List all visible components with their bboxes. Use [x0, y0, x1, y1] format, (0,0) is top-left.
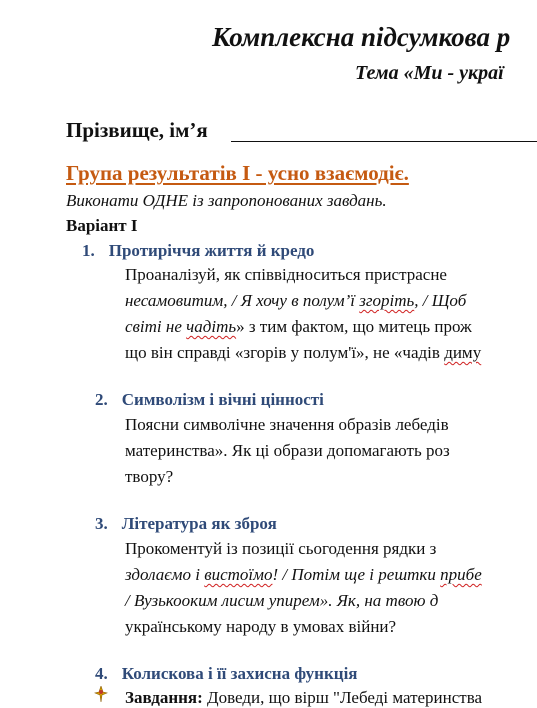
task-number: 4. [95, 664, 108, 683]
task-1-line-2 [125, 291, 466, 311]
task-number: 2. [95, 390, 108, 409]
task-4-heading [95, 664, 358, 684]
instruction-text: Виконати ОДНЕ із запропонованих завдань. [66, 191, 387, 210]
name-blank-line[interactable] [231, 141, 537, 142]
task-1-line-3 [125, 317, 472, 337]
name-label-text: Прізвище, ім’я [66, 118, 208, 142]
task-3-line-2 [125, 565, 482, 585]
task-1-heading [82, 241, 314, 261]
text: Доведи, що вірш "Лебеді материнства [202, 688, 483, 707]
text: що він справді «згорів у полум'ї», не «чадів [125, 343, 445, 362]
task-2-line-2 [125, 441, 450, 461]
task-3-line-1 [125, 539, 436, 559]
text: українському народу в умовах війни? [125, 617, 397, 636]
task-3-line-4 [125, 617, 396, 637]
text: Проаналізуй, як співвідноситься пристрасне [125, 265, 447, 284]
task-label: Завдання: [125, 688, 203, 707]
text: чадіть [186, 317, 237, 336]
text: , / Щоб [414, 291, 467, 310]
text: прибе [440, 565, 482, 584]
name-field-label [66, 118, 208, 143]
document-subtitle: Тема «Ми - украї [355, 62, 504, 84]
task-2-line-3 [125, 467, 173, 487]
task-3-line-3 [125, 591, 438, 611]
text: диму [444, 343, 482, 362]
task-title: Протиріччя життя й кредо [108, 241, 315, 260]
text: згоріть [359, 291, 415, 310]
task-3-heading [95, 514, 277, 534]
text: несамовитим, / Я хочу в полум’ї [125, 291, 360, 310]
text: » з тим фактом, що митець прож [236, 317, 472, 336]
task-1-line-4 [125, 343, 481, 363]
task-number: 1. [82, 241, 95, 260]
task-2-line-1 [125, 415, 449, 435]
task-title: Література як зброя [121, 514, 277, 533]
text: вистоїмо [204, 565, 273, 584]
text: здолаємо і [125, 565, 205, 584]
task-number: 3. [95, 514, 108, 533]
text: Поясни символічне значення образів лебедів [125, 415, 449, 434]
document-title: Комплексна підсумкова р [212, 22, 511, 52]
task-2-heading [95, 390, 324, 410]
text: Прокоментуй із позиції сьогодення рядки з [125, 539, 437, 558]
text: світі не [125, 317, 187, 336]
task-title: Символізм і вічні цінності [121, 390, 324, 409]
task-4-line-1 [125, 688, 482, 708]
task-1-line-1 [125, 265, 447, 285]
text: материнства». Як ці образи допомагають роз [125, 441, 450, 460]
text: твору? [125, 467, 174, 486]
variant-heading: Варіант І [66, 216, 138, 235]
task-title: Колискова і її захисна функція [121, 664, 358, 683]
text: / Вузькооким лисим упирем». Як, на твою д [125, 591, 439, 610]
results-group-heading: Група результатів І - усно взаємодіє. [66, 161, 409, 185]
text: ! / Потім ще і рештки [272, 565, 441, 584]
